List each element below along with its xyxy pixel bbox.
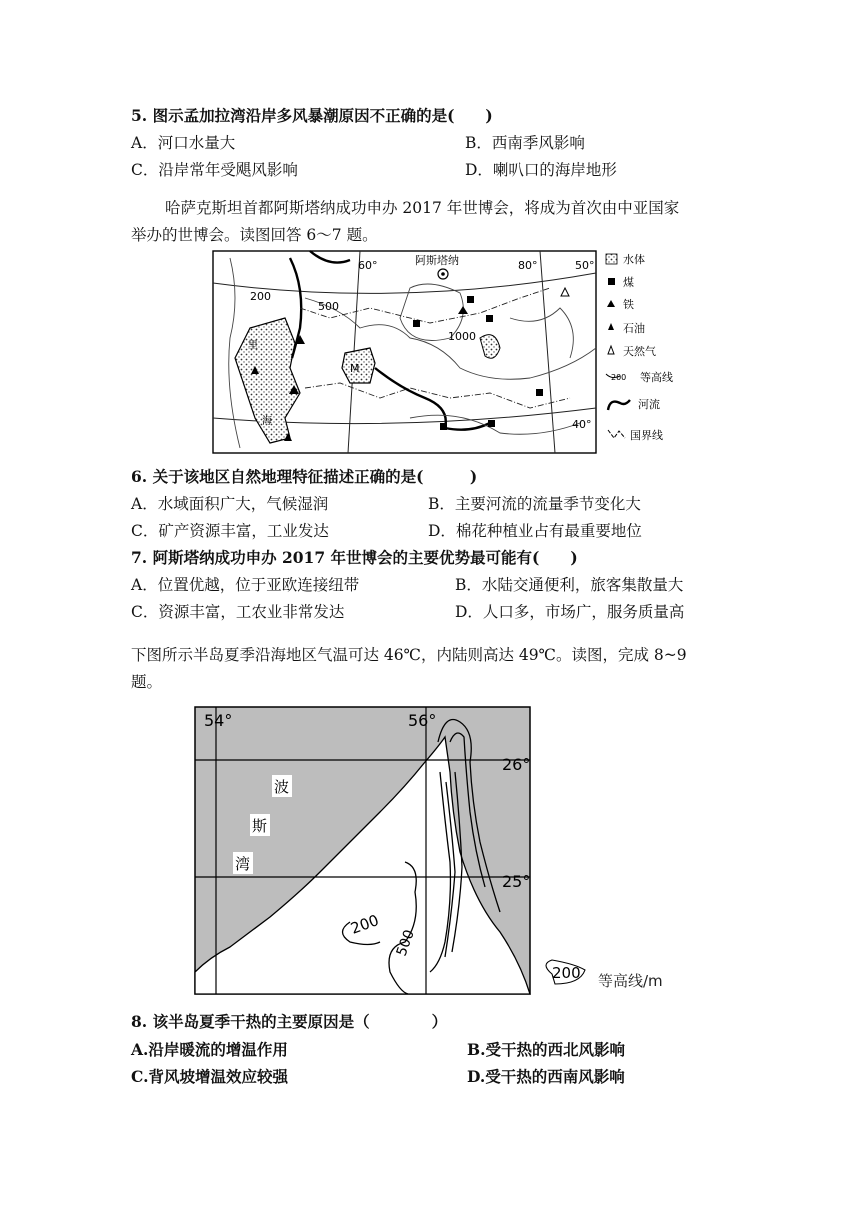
q7-stem: 7. 阿斯塔纳成功申办 2017 年世博会的主要优势最可能有( ) [131, 548, 578, 567]
q8-option-b: B.受干热的西北风影响 [467, 1040, 625, 1059]
coal-icon [440, 423, 447, 430]
q5-option-a: A．河口水量大 [131, 134, 236, 152]
legend-iron-icon [607, 300, 615, 307]
q6-option-b: B．主要河流的流量季节变化大 [428, 495, 641, 513]
astana-label: 阿斯塔纳 [415, 254, 459, 267]
q7-option-c: C．资源丰富，工农业非常发达 [131, 603, 345, 621]
central-asia-map [210, 248, 680, 458]
coal-icon [488, 420, 495, 427]
lat-25-label: 25° [502, 872, 531, 891]
q6-option-c: C．矿产资源丰富，工业发达 [131, 522, 329, 540]
legend-oil-icon [608, 323, 614, 330]
legend-border-icon [608, 430, 625, 438]
contour-1000-label: 1000 [448, 330, 476, 343]
q5-option-c: C．沿岸常年受飓风影响 [131, 161, 298, 179]
coal-icon [413, 320, 420, 327]
q5-option-b: B．西南季风影响 [465, 134, 585, 152]
gulf-label-2: 斯 [252, 817, 268, 835]
legend-river: 河流 [638, 398, 660, 411]
legend-border: 国界线 [630, 429, 663, 442]
q6-option-a: A．水域面积广大，气候湿润 [131, 495, 329, 513]
contour-500-label: 500 [393, 927, 418, 959]
intro1-line1: 哈萨克斯坦首都阿斯塔纳成功申办 2017 年世博会，将成为首次由中亚国家 [165, 199, 680, 217]
legend-contour-text: 等高线/m [598, 972, 663, 990]
contour-500-label: 500 [318, 300, 339, 313]
caspian-label-li: 里 [248, 340, 258, 351]
coal-icon [536, 389, 543, 396]
q8-stem: 8. 该半岛夏季干热的主要原因是（ ） [131, 1012, 448, 1031]
q8-option-a: A.沿岸暖流的增温作用 [131, 1040, 288, 1059]
gulf-label-3: 湾 [235, 855, 251, 873]
legend-oil: 石油 [623, 322, 645, 335]
legend-river-icon [608, 400, 630, 410]
legend-contour-num: 200 [611, 373, 627, 382]
legend-contour: 等高线 [640, 371, 673, 384]
legend-coal: 煤 [623, 276, 634, 289]
legend-gas-icon [608, 346, 614, 354]
contour-200-label: 200 [348, 911, 382, 938]
q7-option-d: D．人口多，市场广，服务质量高 [455, 603, 685, 621]
intro2-line2: 题。 [131, 673, 163, 691]
lon-80-label: 80° [518, 259, 538, 272]
legend-water: 水体 [623, 253, 645, 266]
lon-54-label: 54° [204, 711, 233, 730]
lon-60-label: 60° [358, 259, 378, 272]
caspian-label-hai: 海 [262, 416, 272, 427]
lake-m-label: M [350, 362, 360, 375]
q6-option-d: D．棉花种植业占有最重要地位 [428, 522, 642, 540]
peninsula-map [190, 702, 680, 1002]
intro2-line1: 下图所示半岛夏季沿海地区气温可达 46℃，内陆则高达 49℃。读图，完成 8~9 [131, 646, 687, 664]
legend-water-icon [606, 254, 617, 264]
q5-option-d: D．喇叭口的海岸地形 [465, 161, 617, 179]
lon-56-label: 56° [408, 711, 437, 730]
q6-stem: 6. 关于该地区自然地理特征描述正确的是( ) [131, 467, 478, 486]
q8-option-c: C.背风坡增温效应较强 [131, 1067, 288, 1086]
legend-iron: 铁 [623, 298, 634, 311]
q5-stem: 5. 图示孟加拉湾沿岸多风暴潮原因不正确的是( ) [131, 106, 493, 125]
intro1-line2: 举办的世博会。读图回答 6～7 题。 [131, 226, 378, 244]
lat-26-label: 26° [502, 755, 531, 774]
lat-40-label: 40° [572, 418, 592, 431]
lat-50-label: 50° [575, 259, 595, 272]
legend-gas: 天然气 [623, 345, 656, 358]
q7-option-b: B．水陆交通便利，旅客集散量大 [455, 576, 684, 594]
contour-200-label: 200 [250, 290, 271, 303]
q7-option-a: A．位置优越，位于亚欧连接纽带 [131, 576, 360, 594]
q8-option-d: D.受干热的西南风影响 [467, 1067, 625, 1086]
coal-icon [486, 315, 493, 322]
gulf-label-1: 波 [274, 778, 290, 796]
legend-coal-icon [608, 278, 615, 285]
legend-contour-num: 200 [552, 964, 581, 982]
coal-icon [467, 296, 474, 303]
